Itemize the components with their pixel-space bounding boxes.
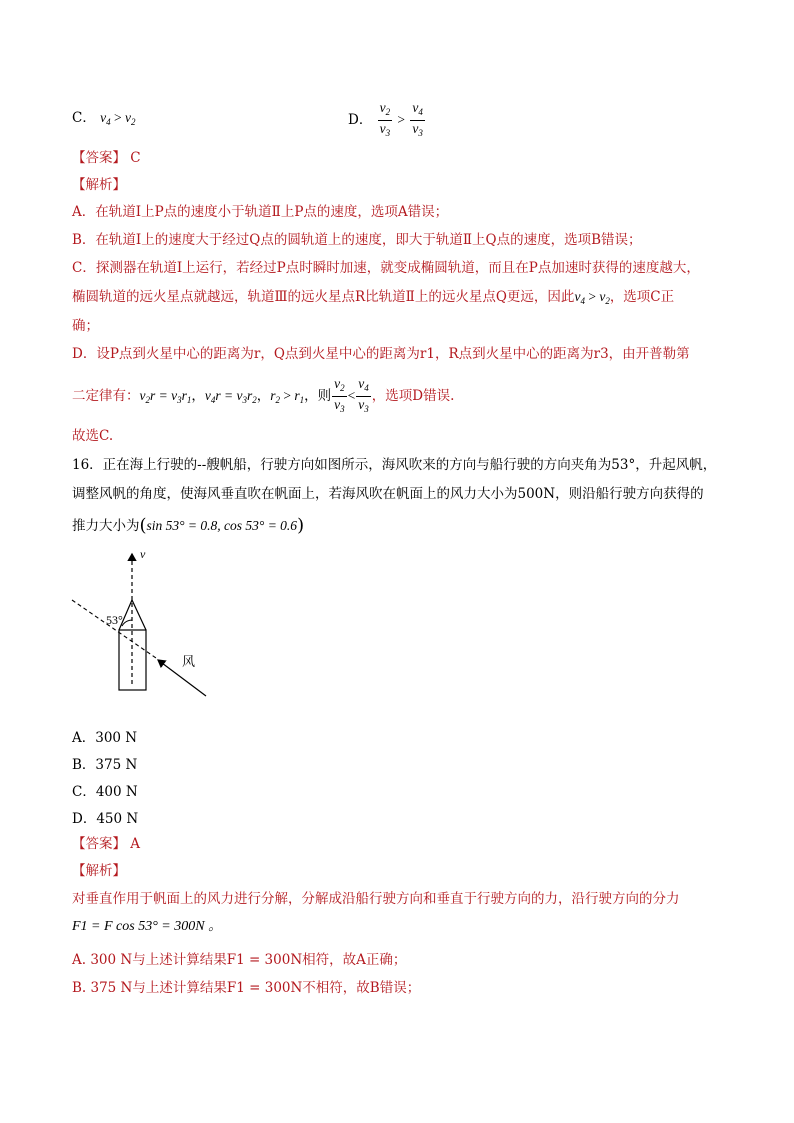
q15-analysis-c1: C．探测器在轨道Ⅰ上运行，若经过P点时瞬时加速，就变成椭圆轨道，而且在P点加速时获得的速度越大， xyxy=(72,260,700,276)
q16-trig: sin 53° = 0.8, cos 53° = 0.6 xyxy=(146,518,298,533)
q16-figure xyxy=(68,548,228,698)
q15-analysis-b: B．在轨道Ⅰ上的速度大于经过Q点的圆轨道上的速度，即大于轨道Ⅱ上Q点的速度，选项B错误； xyxy=(72,232,642,248)
prev-option-d-label: D． xyxy=(348,112,373,128)
q15-analysis-c2: 椭圆轨道的远火星点就越远，轨道Ⅲ的远火星点R比轨道Ⅱ上的远火星点Q更远，因此$v_4 > v_2$，选项C正 xyxy=(72,289,675,306)
q15-analysis-label: 【解析】 xyxy=(72,177,126,193)
q16-option-d: D．450 N xyxy=(72,811,139,827)
q16-answer-label: 【答案】 xyxy=(72,836,126,852)
q16-stem-line3: 推力大小为(sin 53° = 0.8, cos 53° = 0.6) xyxy=(72,515,305,536)
q15-analysis-d2: 二定律有：$v_2r = v_3r_1$，$v_4r = v_3r_2$，$r_2 > r_1$，则 $\frac{v_2}{v_3}$ < $\frac{v_4}{v_3}$ ，选项D错误. xyxy=(72,376,455,414)
prev-option-d-frac-left: $\frac{v_2}{v_3}$ xyxy=(379,100,391,138)
q16-analysis-line1: 对垂直作用于帆面上的风力进行分解，分解成沿船行驶方向和垂直于行驶方向的力，沿行驶方向的分力 xyxy=(72,891,680,907)
velocity-label: v xyxy=(140,548,146,561)
q15-analysis-d2-pre: 二定律有： xyxy=(72,388,140,404)
prev-option-d-frac-right: $\frac{v_4}{v_3}$ xyxy=(412,100,423,138)
q16-analysis-a: A. 300 N与上述计算结果F1 = 300N相符，故A正确； xyxy=(72,952,407,968)
q15-analysis-a: A．在轨道Ⅰ上P点的速度小于轨道Ⅱ上P点的速度，选项A错误； xyxy=(72,204,449,220)
prev-option-c-label: C． xyxy=(72,110,96,126)
q15-conclusion: 故选C. xyxy=(72,428,114,444)
q15-analysis-d1: D．设P点到火星中心的距离为r，Q点到火星中心的距离为r1，R点到火星中心的距离为r3，由开普勒第 xyxy=(72,346,690,362)
q15-analysis-c3: 确； xyxy=(72,318,99,334)
q16-analysis-b: B. 375 N与上述计算结果F1 = 300N不相符，故B错误； xyxy=(72,980,421,996)
q16-analysis-label: 【解析】 xyxy=(72,863,126,879)
prev-option-d: D． $\frac{v_2}{v_3}$ > $\frac{v_4}{v_3}$ xyxy=(348,100,426,141)
q16-option-a: A．300 N xyxy=(72,730,138,746)
q15-analysis-c2-pre: 椭圆轨道的远火星点就越远，轨道Ⅲ的远火星点R比轨道Ⅱ上的远火星点Q更远，因此 xyxy=(72,289,575,305)
q16-option-b: B．375 N xyxy=(72,757,138,773)
prev-option-c-expr: $v_4 > v_2$ xyxy=(100,110,136,127)
wind-extension xyxy=(72,600,156,658)
q15-analysis-d2-post: ，选项D错误. xyxy=(371,388,455,404)
q16-analysis-formula: F1 = F cos 53° = 300N 。 xyxy=(72,919,223,934)
q16-stem-line3-pre: 推力大小为 xyxy=(72,518,140,534)
q16-option-c: C．400 N xyxy=(72,784,138,800)
q16-answer-value: A xyxy=(130,836,141,852)
q16-answer xyxy=(72,834,140,854)
prev-option-c xyxy=(72,108,136,132)
q15-answer-value: C xyxy=(130,150,141,166)
q15-answer xyxy=(72,148,141,168)
wind-label: 风 xyxy=(182,655,196,670)
angle-label: 53° xyxy=(106,613,123,627)
q16-stem-line1: 16．正在海上行驶的--艘帆船，行驶方向如图所示，海风吹来的方向与船行驶的方向夹角为53°，升起风帆， xyxy=(72,457,717,473)
q15-answer-label: 【答案】 xyxy=(72,150,126,166)
q15-analysis-c2-post: ，选项C正 xyxy=(609,289,675,305)
q16-stem-line2: 调整风帆的角度，使海风垂直吹在帆面上，若海风吹在帆面上的风力大小为500N，则沿船行驶方向获得的 xyxy=(72,486,704,502)
